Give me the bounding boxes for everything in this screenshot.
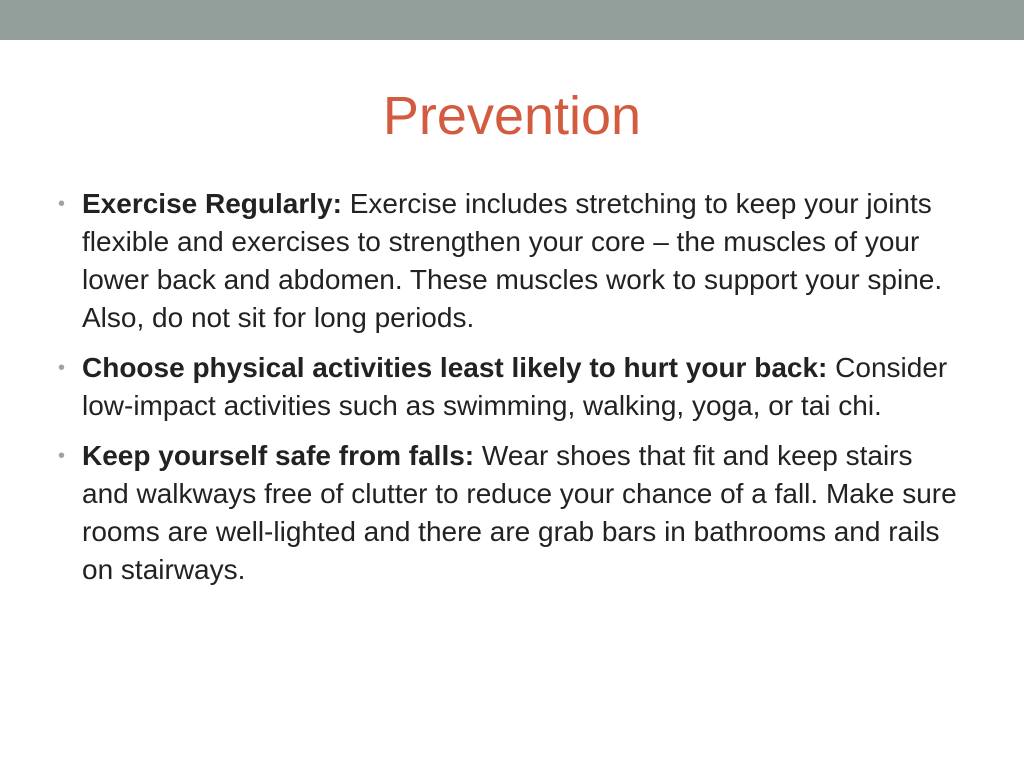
bullet-heading: Choose physical activities least likely to hurt your back:	[82, 352, 828, 383]
bullet-text: Wear shoes that fit and keep stairs and walkways free of clutter to reduce your chance of a fall. Make sure rooms are well-lighted and there are grab bars in bathrooms and rails on stairways.	[82, 440, 957, 585]
bullet-heading: Exercise Regularly:	[82, 188, 342, 219]
bullet-item	[58, 437, 962, 589]
bullet-item	[58, 349, 962, 425]
slide-title: Prevention	[382, 86, 642, 146]
bullet-dot-icon: •	[58, 193, 66, 215]
top-accent-bar	[0, 0, 1024, 40]
bullet-item	[58, 185, 962, 337]
bullet-text: Consider low-impact activities such as swimming, walking, yoga, or tai chi.	[82, 352, 948, 421]
bullet-heading: Keep yourself safe from falls:	[82, 440, 475, 471]
bullet-dot-icon: •	[58, 445, 66, 467]
bullet-dot-icon: •	[58, 357, 66, 379]
bullet-list	[58, 185, 962, 601]
bullet-text: Exercise includes stretching to keep your joints flexible and exercises to strengthen your core – the muscles of your lower back and abdomen. These muscles work to support your spine. Also, do not sit for long periods.	[82, 188, 943, 333]
